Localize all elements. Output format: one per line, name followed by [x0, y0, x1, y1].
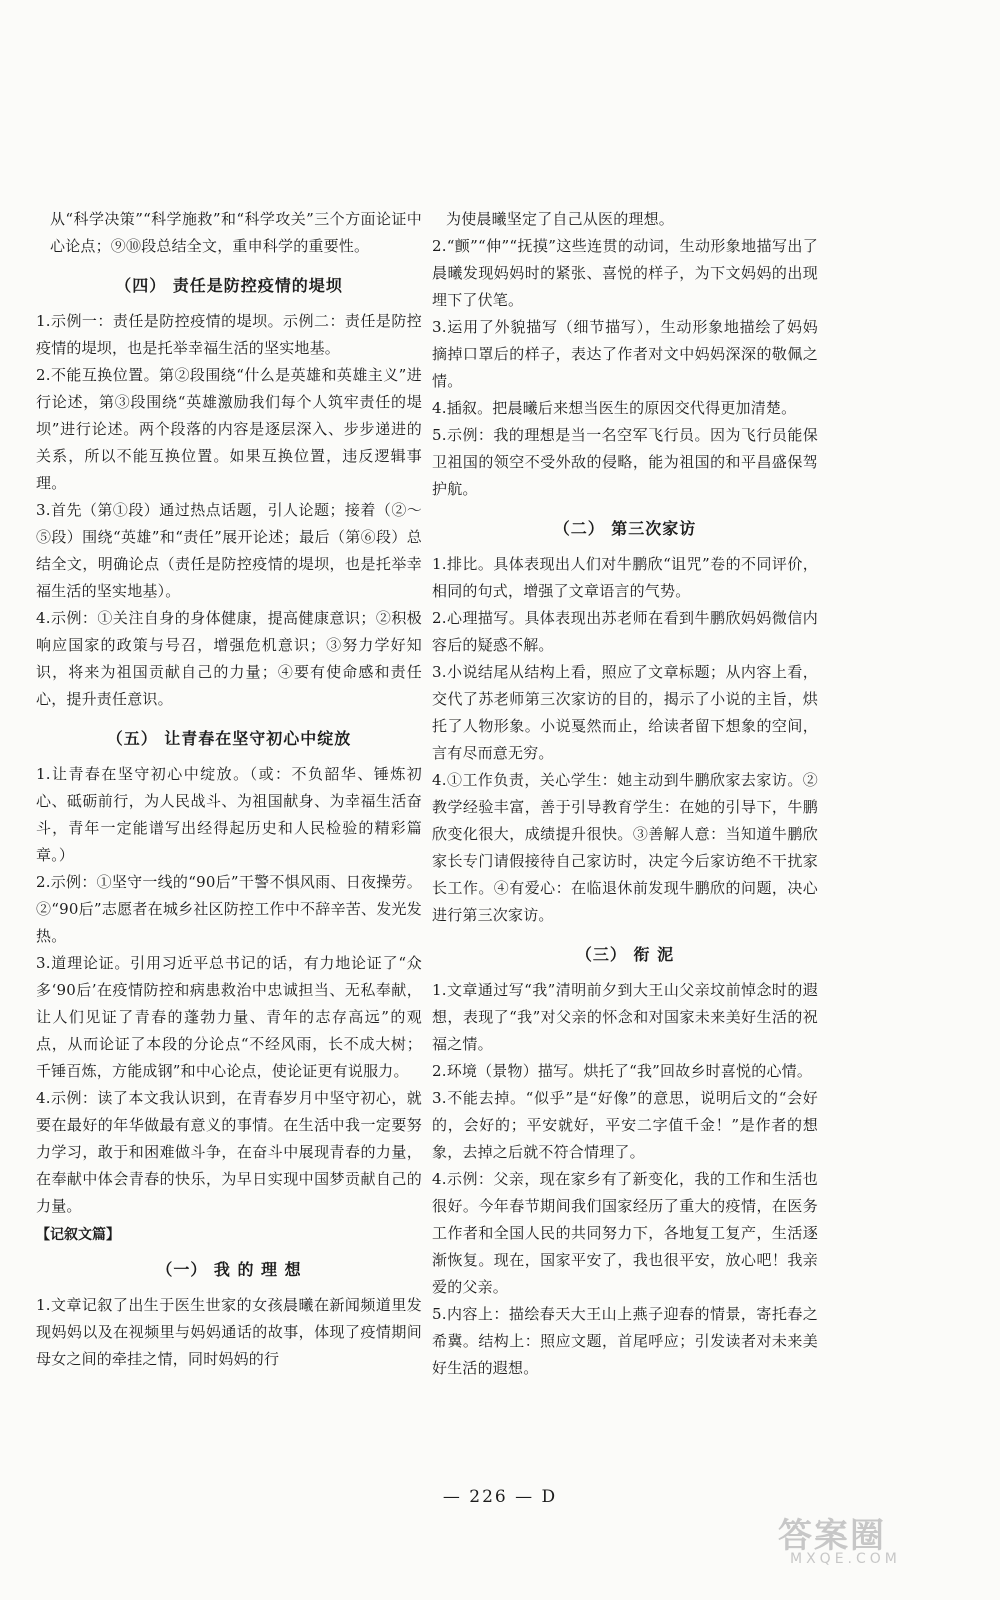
section-heading: （二） 第三次家访 — [553, 519, 697, 538]
left-column — [36, 206, 422, 1373]
answer-item: 2.不能互换位置。第②段围绕“什么是英雄和英雄主义”进行论述，第③段围绕“英雄激励我们每个人筑牢责任的堤坝”进行论述。两个段落的内容是逐层深入、步步递进的关系，所以不能互换位置。如果互换位置，违反逻辑事理。 — [36, 366, 422, 492]
answer-item: 4.①工作负责，关心学生：她主动到牛鹏欣家去家访。②教学经验丰富，善于引导教育学生：在她的引导下，牛鹏欣变化很大，成绩提升很快。③善解人意：当知道牛鹏欣家长专门请假接待自己家访时，决定今后家访绝不干扰家长工作。④有爱心：在临退休前发现牛鹏欣的问题，决心进行第三次家访。 — [432, 771, 818, 924]
answer-item: 4.示例：①关注自身的身体健康，提高健康意识；②积极响应国家的政策与号召，增强危机意识；③努力学好知识，将来为祖国贡献自己的力量；④要有使命感和责任心，提升责任意识。 — [36, 609, 422, 708]
continuation-paragraph: 为使晨曦坚定了自己从医的理想。 — [446, 210, 675, 228]
answer-item: 3.运用了外貌描写（细节描写），生动形象地描绘了妈妈摘掉口罩后的样子，表达了作者对文中妈妈深深的敬佩之情。 — [432, 318, 818, 390]
answer-item: 3.小说结尾从结构上看，照应了文章标题；从内容上看，交代了苏老师第三次家访的目的，揭示了小说的主旨，烘托了人物形象。小说戛然而止，给读者留下想象的空间，言有尽而意无穷。 — [432, 663, 818, 762]
answer-item: 1.文章记叙了出生于医生世家的女孩晨曦在新闻频道里发现妈妈以及在视频里与妈妈通话的故事，体现了疫情期间母女之间的牵挂之情，同时妈妈的行 — [36, 1296, 422, 1368]
watermark-logo-text: 答案圈 — [778, 1516, 886, 1556]
answer-item: 2.“颤”“伸”“抚摸”这些连贯的动词，生动形象地描写出了晨曦发现妈妈时的紧张、喜悦的样子，为下文妈妈的出现埋下了伏笔。 — [432, 237, 818, 309]
section-heading: （一） 我 的 理 想 — [156, 1260, 302, 1279]
watermark-logo — [778, 1508, 978, 1578]
section-heading: （五） 让青春在坚守初心中绽放 — [106, 729, 352, 748]
section-heading: （四） 责任是防控疫情的堤坝 — [115, 276, 343, 295]
answer-item: 4.示例：读了本文我认识到，在青春岁月中坚守初心，就要在最好的年华做最有意义的事情。在生活中我一定要努力学习，敢于和困难做斗争，在奋斗中展现青春的力量，在奉献中体会青春的快乐，为早日实现中国梦贡献自己的力量。 — [36, 1089, 422, 1215]
answer-item: 4.示例：父亲，现在家乡有了新变化，我的工作和生活也很好。今年春节期间我们国家经历了重大的疫情，在医务工作者和全国人民的共同努力下，各地复工复产，生活逐渐恢复。现在，国家平安了，我也很平安，放心吧！我亲爱的父亲。 — [432, 1170, 818, 1296]
answer-item: 1.让青春在坚守初心中绽放。（或：不负韶华、锤炼初心、砥砺前行，为人民战斗、为祖国献身、为幸福生活奋斗，青年一定能谱写出经得起历史和人民检验的精彩篇章。） — [36, 765, 422, 864]
answer-item: 5.示例：我的理想是当一名空军飞行员。因为飞行员能保卫祖国的领空不受外敌的侵略，能为祖国的和平昌盛保驾护航。 — [432, 426, 818, 498]
answer-item: 2.环境（景物）描写。烘托了“我”回故乡时喜悦的心情。 — [432, 1062, 813, 1080]
watermark-site: MXQE.COM — [790, 1551, 901, 1567]
answer-item: 3.首先（第①段）通过热点话题，引人论题；接着（②～⑤段）围绕“英雄”和“责任”展开论述；最后（第⑥段）总结全文，明确论点（责任是防控疫情的堤坝，也是托举幸福生活的坚实地基）。 — [36, 501, 422, 600]
page-number: — 226 — D — [442, 1487, 558, 1507]
right-column — [432, 206, 818, 1382]
answer-item: 1.排比。具体表现出人们对牛鹏欣“诅咒”卷的不同评价，相同的句式，增强了文章语言的气势。 — [432, 555, 818, 600]
answer-item: 2.示例：①坚守一线的“90后”干警不惧风雨、日夜操劳。②“90后”志愿者在城乡社区防控工作中不辞辛苦、发光发热。 — [36, 873, 422, 945]
section-heading: （三） 衔 泥 — [575, 945, 675, 964]
answer-item: 1.文章通过写“我”清明前夕到大王山父亲坟前悼念时的遐想，表现了“我”对父亲的怀念和对国家未来美好生活的祝福之情。 — [432, 981, 818, 1053]
category-tag: 【记叙文篇】 — [36, 1227, 120, 1243]
answer-item: 3.不能去掉。“似乎”是“好像”的意思，说明后文的“会好的，会好的；平安就好，平安二字值千金！”是作者的想象，去掉之后就不符合情理了。 — [432, 1089, 818, 1161]
answer-item: 1.示例一：责任是防控疫情的堤坝。示例二：责任是防控疫情的堤坝，也是托举幸福生活的坚实地基。 — [36, 312, 422, 357]
answer-item: 4.插叙。把晨曦后来想当医生的原因交代得更加清楚。 — [432, 399, 797, 417]
answer-item: 3.道理论证。引用习近平总书记的话，有力地论证了“众多‘90后’在疫情防控和病患救治中忠诚担当、无私奉献，让人们见证了青春的蓬勃力量、青年的志存高远”的观点，从而论证了本段的分论点“不经风雨，长不成大树；千锤百炼，方能成钢”和中心论点，使论证更有说服力。 — [36, 954, 422, 1080]
answer-item: 2.心理描写。具体表现出苏老师在看到牛鹏欣妈妈微信内容后的疑惑不解。 — [432, 609, 818, 654]
intro-paragraph: 从“科学决策”“科学施救”和“科学攻关”三个方面论证中心论点；⑨⑩段总结全文，重申科学的重要性。 — [50, 210, 422, 255]
answer-item: 5.内容上：描绘春天大王山上燕子迎春的情景，寄托春之希冀。结构上：照应文题，首尾呼应；引发读者对未来美好生活的遐想。 — [432, 1305, 818, 1377]
